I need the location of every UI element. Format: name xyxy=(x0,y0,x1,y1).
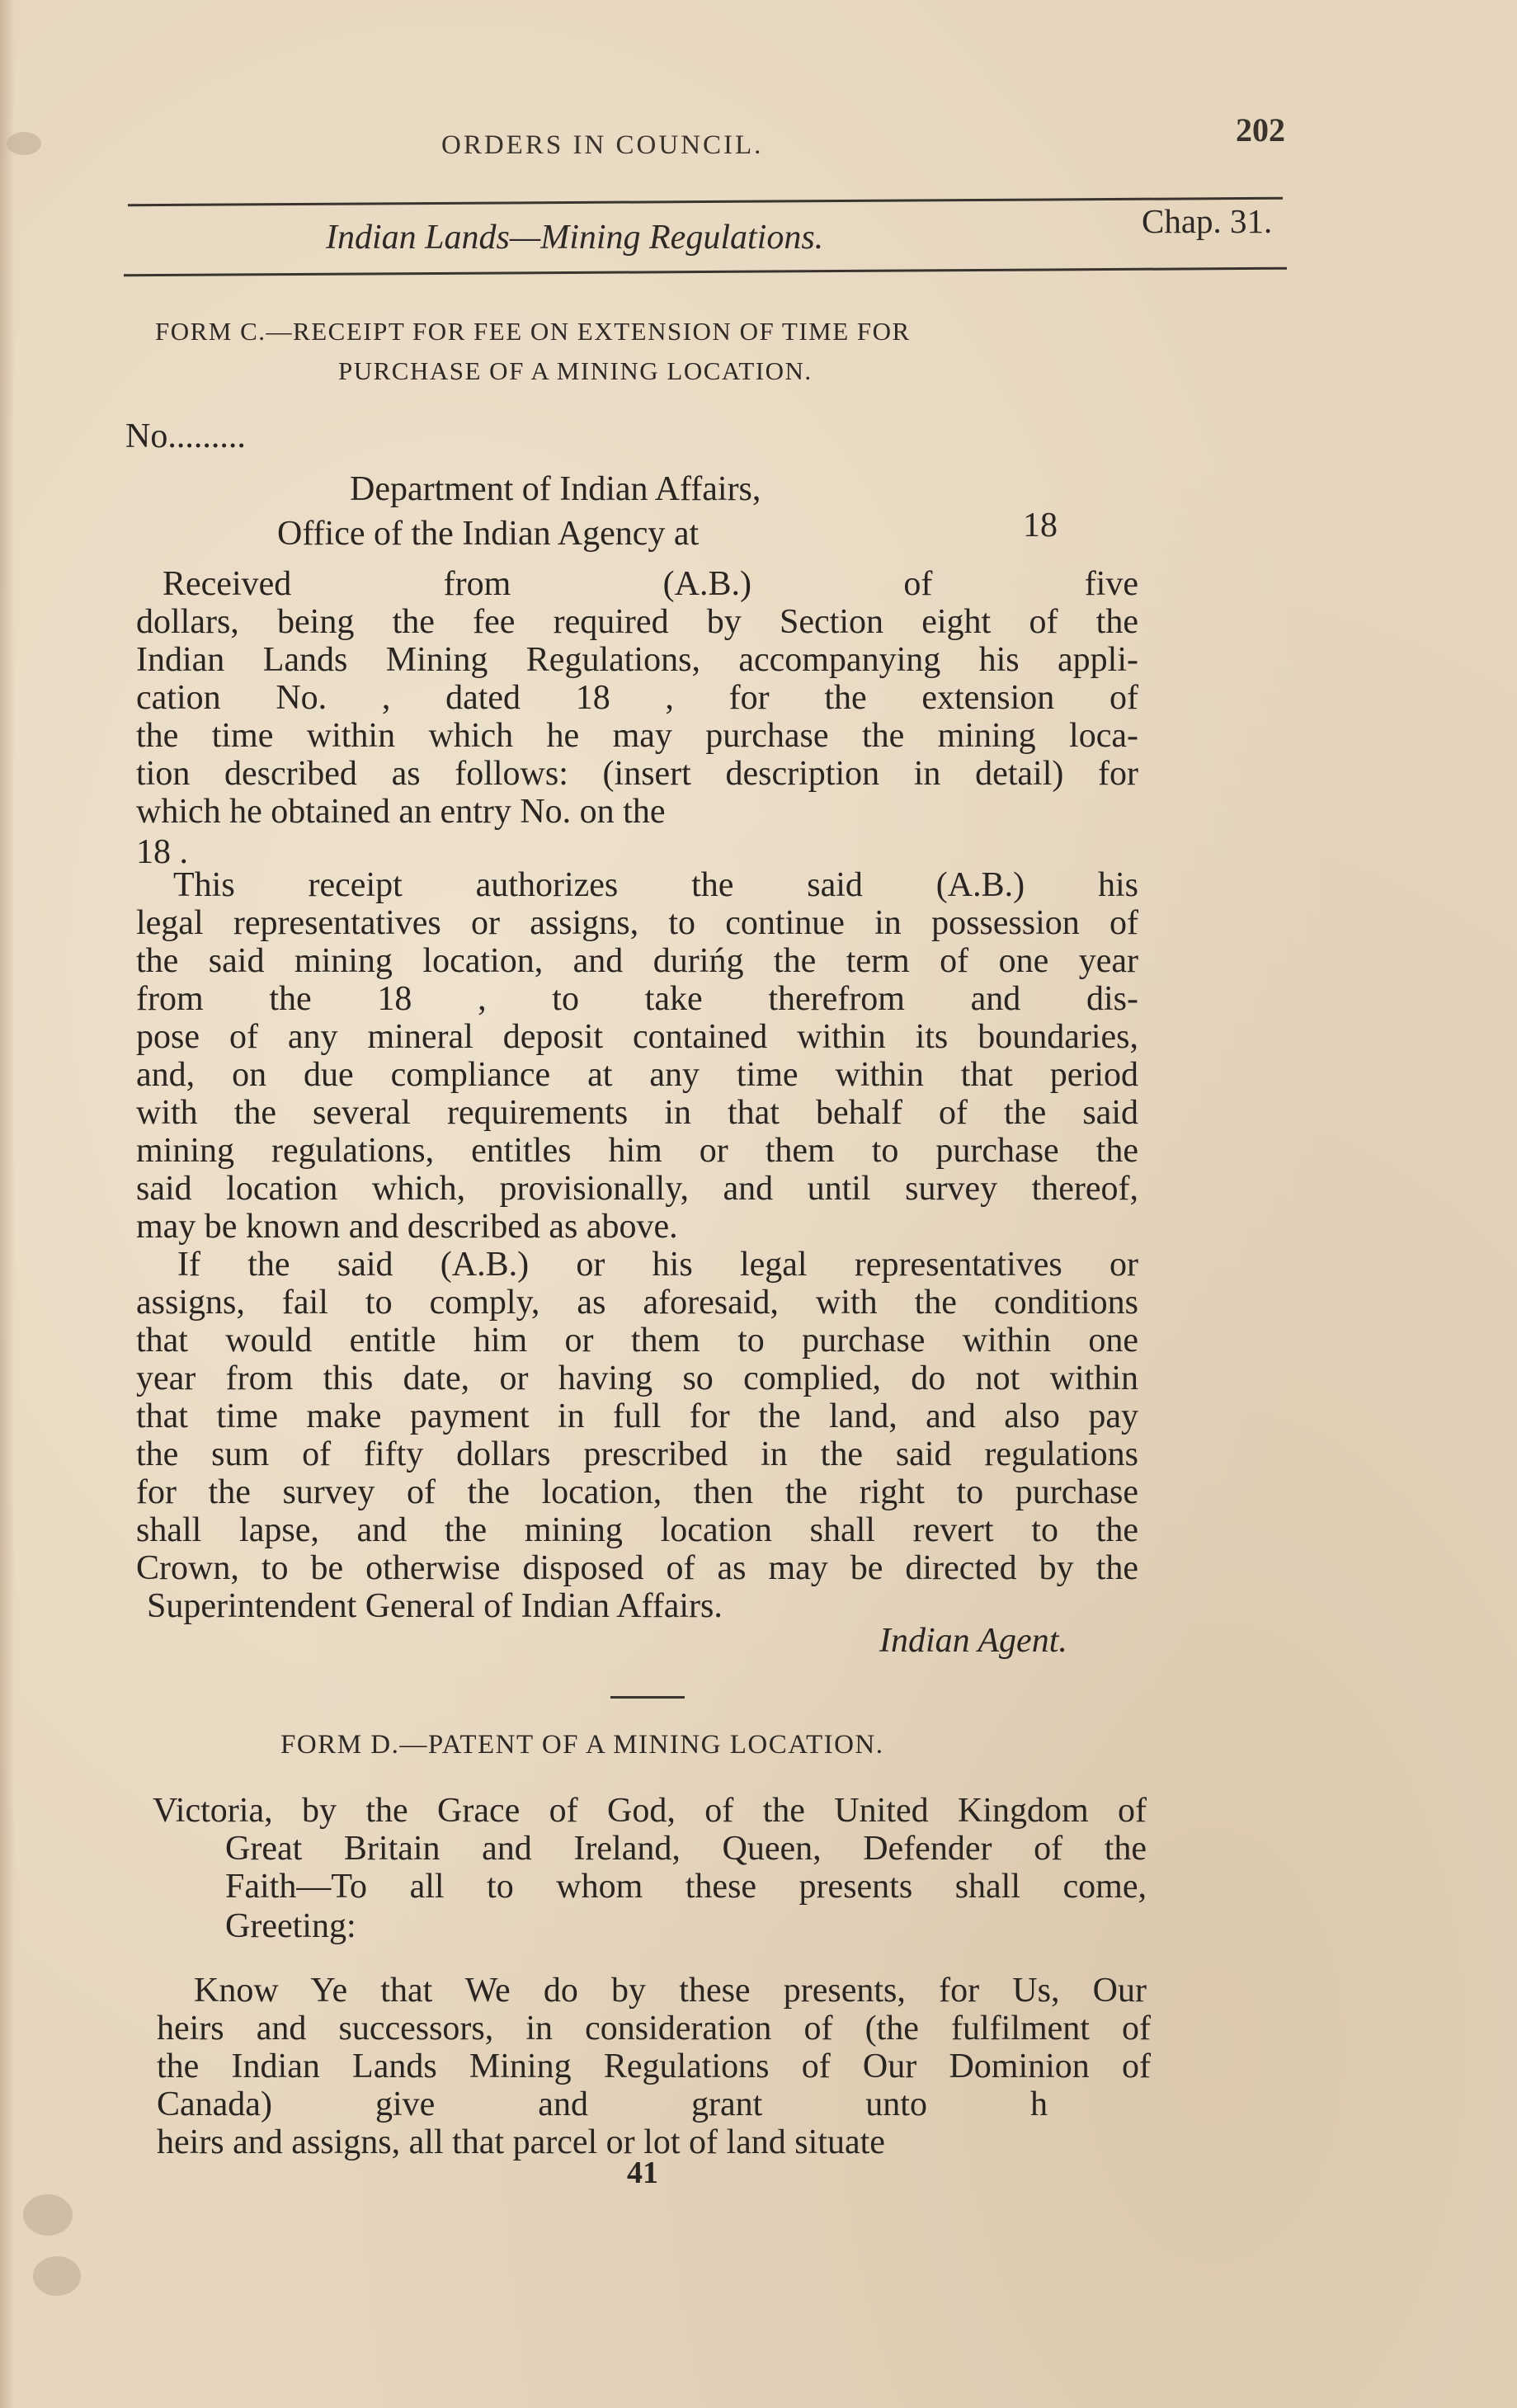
text-line: may be known and described as above. xyxy=(136,1208,678,1246)
form-c-heading xyxy=(155,312,1112,391)
text-line: Received from (A.B.) of five xyxy=(163,565,1138,603)
running-head: Indian Lands—Mining Regulations. xyxy=(326,219,824,257)
paper-stain xyxy=(7,132,41,155)
text-line: legal representatives or assigns, to continue in possession of xyxy=(136,904,1138,942)
header-rule-bottom xyxy=(124,267,1287,277)
text-line: the sum of fifty dollars prescribed in the said regulations xyxy=(136,1435,1138,1473)
text-line: Know Ye that We do by these presents, for Us, Our xyxy=(194,1972,1147,2010)
text-line: Faith—To all to whom these presents shall come, xyxy=(225,1868,1147,1906)
form-c-heading-line: FORM C.—RECEIPT FOR FEE ON EXTENSION OF TIME FOR xyxy=(155,317,911,346)
folio-mark: 41 xyxy=(627,2156,658,2190)
text-line: heirs and assigns, all that parcel or lot of land situate xyxy=(157,2123,885,2161)
text-line: Crown, to be otherwise disposed of as may be directed by the xyxy=(136,1549,1138,1587)
office-line: Office of the Indian Agency at xyxy=(277,515,700,553)
text-line: shall lapse, and the mining location shall revert to the xyxy=(136,1511,1138,1549)
page-edge-shadow xyxy=(0,0,15,2408)
text-line: assigns, fail to comply, as aforesaid, with the conditions xyxy=(136,1284,1138,1322)
text-line: for the survey of the location, then the right to purchase xyxy=(136,1473,1138,1511)
text-line: said location which, provisionally, and until survey thereof, xyxy=(136,1170,1138,1208)
paper-stain xyxy=(23,2194,73,2236)
text-line: dollars, being the fee required by Section eight of the xyxy=(136,603,1138,641)
signature-indian-agent: Indian Agent. xyxy=(879,1622,1067,1660)
text-line: Indian Lands Mining Regulations, accompanying his appli- xyxy=(136,641,1138,679)
page-number: 202 xyxy=(1236,111,1285,148)
text-line: the Indian Lands Mining Regulations of Our Dominion of xyxy=(157,2048,1151,2085)
text-line: and, on due compliance at any time within that period xyxy=(136,1056,1138,1094)
department-line: Department of Indian Affairs, xyxy=(350,470,761,508)
text-line: Greeting: xyxy=(225,1907,356,1945)
text-line: which he obtained an entry No. on the xyxy=(136,793,666,831)
chapter-label: Chap. 31. xyxy=(1142,202,1273,240)
text-line: heirs and successors, in consideration of (the fulfilment of xyxy=(157,2010,1151,2048)
year-line: 18 . xyxy=(136,833,188,871)
form-d-heading: FORM D.—PATENT OF A MINING LOCATION. xyxy=(280,1730,884,1760)
text-line: Superintendent General of Indian Affairs. xyxy=(147,1587,723,1625)
header-rule-top xyxy=(128,197,1283,207)
text-line: with the several requirements in that behalf of the said xyxy=(136,1094,1138,1132)
text-line: This receipt authorizes the said (A.B.) his xyxy=(173,866,1138,904)
text-line: If the said (A.B.) or his legal representatives or xyxy=(177,1246,1138,1284)
text-line: the time within which he may purchase the mining loca- xyxy=(136,717,1138,755)
text-line: that would entitle him or them to purchase within one xyxy=(136,1322,1138,1360)
text-line: year from this date, or having so complied, do not within xyxy=(136,1360,1138,1397)
office-year: 18 xyxy=(1023,507,1058,544)
text-line: pose of any mineral deposit contained within its boundaries, xyxy=(136,1018,1138,1056)
text-line: the said mining location, and durińg the term of one year xyxy=(136,942,1138,980)
paper-stain xyxy=(33,2256,81,2296)
text-line: tion described as follows: (insert description in detail) for xyxy=(136,755,1138,793)
form-c-heading-line: PURCHASE OF A MINING LOCATION. xyxy=(338,356,813,385)
text-line: that time make payment in full for the land, and also pay xyxy=(136,1397,1138,1435)
text-line: Great Britain and Ireland, Queen, Defender of the xyxy=(225,1830,1147,1868)
text-line: Victoria, by the Grace of God, of the United Kingdom of xyxy=(153,1792,1147,1830)
text-line: from the 18 , to take therefrom and dis- xyxy=(136,980,1138,1018)
text-line: Canada) give and grant unto h xyxy=(157,2085,1048,2123)
header-title: ORDERS IN COUNCIL. xyxy=(441,130,764,160)
text-line: mining regulations, entitles him or them to purchase the xyxy=(136,1132,1138,1170)
receipt-number: No......... xyxy=(125,417,246,455)
section-divider xyxy=(610,1696,685,1699)
text-line: cation No. , dated 18 , for the extension of xyxy=(136,679,1138,717)
